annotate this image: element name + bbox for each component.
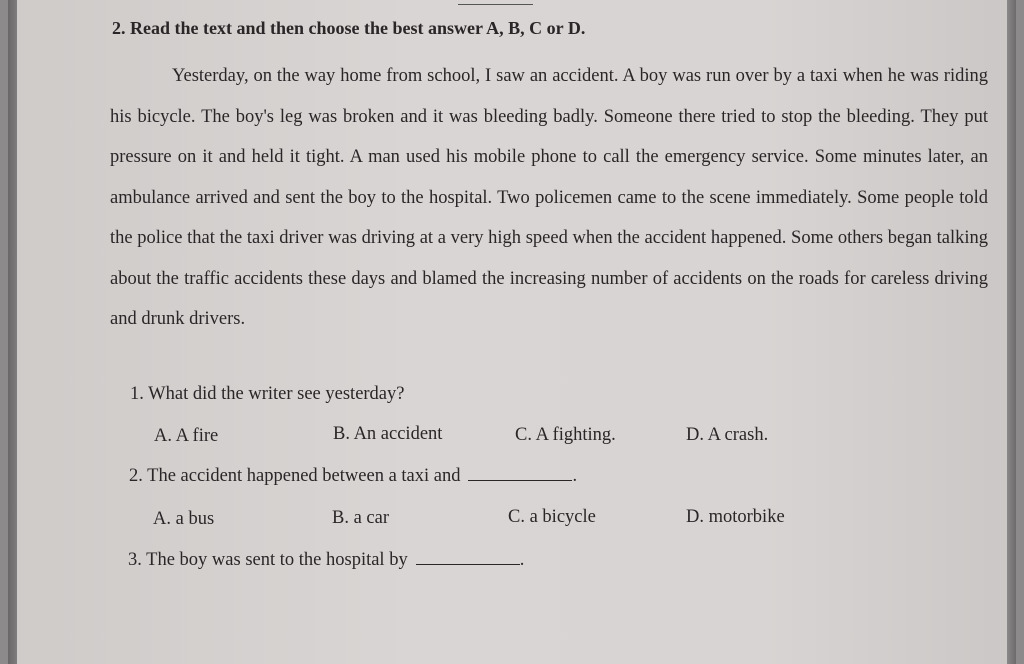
reading-passage: Yesterday, on the way home from school, I saw an accident. A boy was run over by a taxi when he was riding his bicycle. The boy's leg was broken and it was bleeding badly. Someone there tried to stop the bleeding. They put pressure on it and held it tight. A man used his mobile phone to call the emergency service. Some minutes later, an ambulance arrived and sent the boy to the hospital. Two policemen came to the scene immediately. Some people told the police that the taxi driver was driving at a very high speed when the accident happened. Some others began talking about the traffic accidents these days and blamed the increasing number of accidents on the roads for careless driving and drunk drivers.: [110, 66, 988, 329]
question-3-answer-blank[interactable]: [416, 550, 520, 565]
question-1-option-a[interactable]: A. A fire: [154, 426, 219, 446]
top-rule-line: [458, 4, 533, 5]
question-3-period: .: [519, 550, 525, 570]
question-3-text: 3. The boy was sent to the hospital by: [128, 550, 408, 570]
page-right-edge: [1007, 0, 1016, 664]
question-1-text: 1. What did the writer see yesterday?: [130, 384, 405, 404]
exercise-heading: 2. Read the text and then choose the best answer A, B, C or D.: [112, 18, 586, 38]
question-2-option-a[interactable]: A. a bus: [153, 509, 215, 529]
question-2-option-b[interactable]: B. a car: [332, 508, 390, 528]
question-1: [130, 384, 404, 405]
question-2-option-d[interactable]: D. motorbike: [686, 507, 785, 527]
question-2-answer-blank[interactable]: [468, 466, 572, 481]
page-left-edge: [8, 0, 17, 664]
question-1-option-b[interactable]: B. An accident: [333, 424, 443, 444]
question-1-option-d[interactable]: D. A crash.: [686, 425, 769, 445]
question-1-option-c[interactable]: C. A fighting.: [515, 425, 616, 445]
question-3: [128, 550, 524, 571]
question-2-period: .: [572, 466, 578, 486]
question-2-option-c[interactable]: C. a bicycle: [508, 507, 596, 527]
worksheet-page: [8, 0, 1016, 664]
question-2-text: 2. The accident happened between a taxi and: [129, 466, 461, 486]
question-2: [129, 466, 577, 487]
